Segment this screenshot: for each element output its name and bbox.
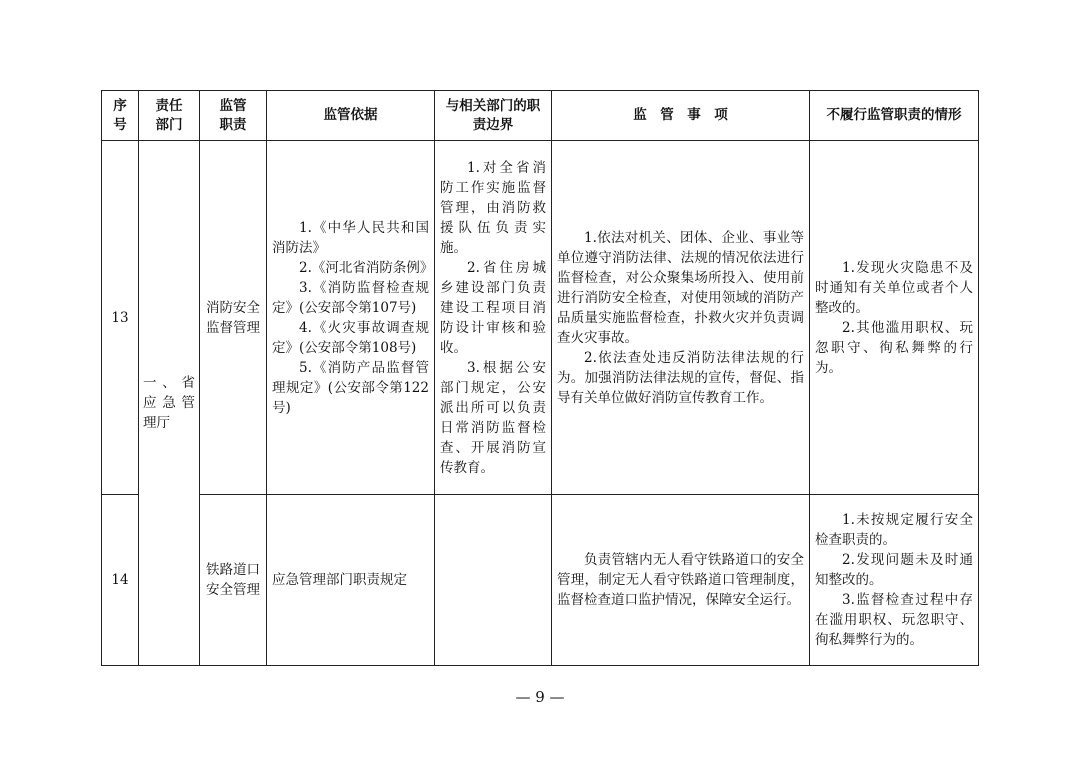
table-row bbox=[102, 141, 979, 495]
row-matters bbox=[552, 141, 810, 495]
table-row bbox=[102, 495, 979, 666]
basis-item: 5.《消防产品监督管理规定》(公安部令第122号) bbox=[272, 359, 429, 416]
row-basis bbox=[267, 141, 435, 495]
basis-item: 3.《消防监督检查规定》(公安部令第107号) bbox=[272, 279, 429, 316]
row-boundary bbox=[435, 141, 552, 495]
row-duty: 铁路道口安全管理 bbox=[200, 495, 267, 666]
page-number: — 9 — bbox=[515, 688, 565, 706]
row-basis bbox=[267, 495, 435, 666]
row-matters bbox=[552, 495, 810, 666]
row-failure bbox=[810, 495, 979, 666]
row-boundary bbox=[435, 495, 552, 666]
header-failure: 不履行监管职责的情形 bbox=[810, 91, 979, 141]
matters-item: 1.依法对机关、团体、企业、事业等单位遵守消防法律、法规的情况依法进行监督检查，对公众聚集场所投入、使用前进行消防安全检查，对使用领域的消防产品质量实施监督检查，扑救火灾并负责调查火灾事故。 bbox=[557, 229, 804, 346]
boundary-item: 2.省住房城乡建设部门负责建设工程项目消防设计审核和验收。 bbox=[440, 259, 546, 356]
header-matters: 监 管 事 项 bbox=[552, 91, 810, 141]
boundary-item: 1.对全省消防工作实施监督管理，由消防救援队伍负责实施。 bbox=[440, 159, 546, 256]
failure-item: 1.发现火灾隐患不及时通知有关单位或者个人整改的。 bbox=[815, 259, 973, 316]
failure-item: 3.监督检查过程中存在滥用职权、玩忽职守、徇私舞弊行为的。 bbox=[815, 592, 973, 648]
basis-item: 应急管理部门职责规定 bbox=[272, 572, 407, 588]
matters-item: 2.依法查处违反消防法律法规的行为。加强消防法律法规的宣传，督促、指导有关单位做好消防宣传教育工作。 bbox=[557, 349, 804, 406]
failure-item: 2.发现问题未及时通知整改的。 bbox=[815, 552, 973, 588]
row-dept: 一、省应急管理厅 bbox=[139, 141, 200, 666]
duty-table bbox=[101, 90, 979, 666]
basis-item: 4.《火灾事故调查规定》(公安部令第108号) bbox=[272, 319, 429, 356]
basis-item: 2.《河北省消防条例》 bbox=[299, 259, 434, 276]
row-failure bbox=[810, 141, 979, 495]
header-boundary: 与相关部门的职责边界 bbox=[435, 91, 552, 141]
header-dept: 责任部门 bbox=[139, 91, 200, 141]
boundary-item: 3.根据公安部门规定，公安派出所可以负责日常消防监督检查、开展消防宣传教育。 bbox=[440, 359, 546, 476]
row-duty: 消防安全监督管理 bbox=[200, 141, 267, 495]
row-seq: 13 bbox=[102, 141, 139, 495]
matters-item: 负责管辖内无人看守铁路道口的安全管理，制定无人看守铁路道口管理制度，监督检查道口监护情况，保障安全运行。 bbox=[557, 552, 804, 608]
row-seq: 14 bbox=[102, 495, 139, 666]
header-row bbox=[102, 91, 979, 141]
failure-item: 1.未按规定履行安全检查职责的。 bbox=[815, 512, 973, 548]
header-duty: 监管职责 bbox=[200, 91, 267, 141]
failure-item: 2.其他滥用职权、玩忽职守、徇私舞弊的行为。 bbox=[815, 319, 973, 376]
header-basis: 监管依据 bbox=[267, 91, 435, 141]
basis-item: 1.《中华人民共和国消防法》 bbox=[272, 219, 429, 256]
header-seq: 序号 bbox=[102, 91, 139, 141]
